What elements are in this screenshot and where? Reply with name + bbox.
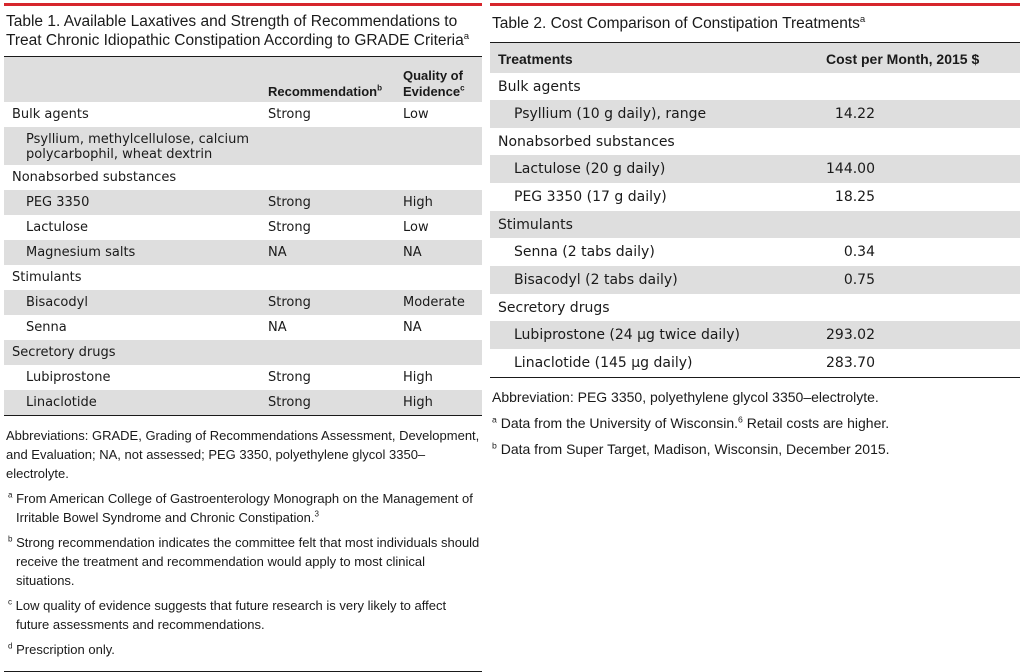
table-1-row-recommendation: Strong — [268, 370, 311, 385]
table-2-row-label: Nonabsorbed substances — [498, 134, 675, 150]
table-1-abbreviations: Abbreviations: GRADE, Grading of Recommendations Assessment, Development, and Evaluation; NA, not assessed; PEG 3350, polyethylene glycol 3350–electrolyte. — [6, 428, 480, 481]
table-1-row-label: Lactulose — [26, 220, 89, 235]
table-1-row-quality: Moderate — [403, 295, 465, 310]
table-1-footnote-ref: 3 — [314, 509, 319, 519]
table-2-row — [490, 128, 1020, 155]
table-2-footnote-mark: b — [492, 440, 497, 451]
table-2-row — [490, 349, 1020, 377]
table-2-row — [490, 73, 1020, 100]
table-1-row — [4, 265, 482, 290]
table-1-footnote-text: Low quality of evidence suggests that future research is very likely to affect future assessments and recommendations. — [15, 598, 447, 632]
table-2-title-sup: a — [859, 13, 866, 25]
table-1-row-label: Bulk agents — [12, 107, 89, 122]
table-2-row-label: Bisacodyl (2 tabs daily) — [514, 272, 678, 288]
table-2-footnote — [492, 436, 1018, 462]
table-1-row-label: Secretory drugs — [12, 345, 116, 360]
table-1-row — [4, 102, 482, 127]
table-1-row — [4, 290, 482, 315]
table-1-row-recommendation: Strong — [268, 107, 311, 122]
table-2-footnote-after: Retail costs are higher. — [742, 415, 890, 431]
table-1-row-quality: NA — [403, 245, 422, 260]
table-2-title-text: Table 2. Cost Comparison of Constipation Treatments — [492, 15, 860, 32]
table-1-row-label: PEG 3350 — [26, 195, 90, 210]
table-2-footnotes — [490, 378, 1020, 462]
table-2-row-cost: 0.34 — [843, 244, 875, 260]
table-2 — [490, 0, 1020, 462]
table-1-row-recommendation: Strong — [268, 195, 311, 210]
table-1-row-recommendation: Strong — [268, 395, 311, 410]
table-1-footnotes — [4, 416, 482, 659]
table-2-notes — [492, 410, 1018, 462]
table-2-row-cost: 293.02 — [826, 327, 875, 343]
table-2-row-label: Psyllium (10 g daily), range — [514, 106, 707, 122]
table-1-row-label: Senna — [26, 320, 67, 335]
table-2-row-label: Stimulants — [498, 217, 573, 233]
table-1-row — [4, 240, 482, 265]
table-2-grid — [490, 43, 1020, 377]
table-2-footnote-text: Data from Super Target, Madison, Wisconsin, December 2015. — [500, 441, 890, 457]
table-1-row-label-line2: polycarbophil, wheat dextrin — [26, 147, 213, 162]
table-1-row — [4, 165, 482, 190]
table-1-row-label: Bisacodyl — [26, 295, 88, 310]
table-1-title-text: Table 1. Available Laxatives and Strength of Recommendations to Treat Chronic Idiopathic Constipation According to GRADE Criteria — [6, 13, 464, 49]
table-1-footnote-mark: a — [8, 490, 13, 500]
table-2-footnote-mark: a — [492, 414, 497, 425]
table-2-header-row — [490, 43, 1020, 73]
table-1-row — [4, 127, 482, 165]
table-1-row — [4, 215, 482, 240]
table-2-row — [490, 321, 1020, 349]
table-1-row-quality: High — [403, 370, 433, 385]
table-2-row — [490, 238, 1020, 266]
table-2-row-cost: 18.25 — [834, 189, 875, 205]
table-1-header-quality-2: Evidence$^c$ — [403, 83, 465, 99]
table-2-footnote-ref: 6 — [738, 414, 743, 425]
table-1-row — [4, 390, 482, 415]
table-1-row — [4, 190, 482, 215]
table-1-footnote — [6, 489, 480, 527]
table-2-row — [490, 183, 1020, 211]
table-2-body — [490, 73, 1020, 377]
table-1-row-recommendation: Strong — [268, 220, 311, 235]
table-1-row-label: Linaclotide — [26, 395, 97, 410]
table-1-footnote — [6, 533, 480, 590]
table-1-row-quality: Low — [403, 107, 429, 122]
table-1-grid — [4, 57, 482, 415]
table-2-row-label: Lactulose (20 g daily) — [514, 161, 666, 177]
table-2-row-label: PEG 3350 (17 g daily) — [514, 189, 667, 205]
table-2-footnote — [492, 410, 1018, 436]
table-2-row — [490, 100, 1020, 128]
table-2-row-label: Bulk agents — [498, 79, 581, 95]
table-1-row-recommendation: NA — [268, 320, 287, 335]
table-1 — [4, 0, 482, 672]
table-1-row-label: Nonabsorbed substances — [12, 170, 177, 185]
table-2-row-cost: 0.75 — [843, 272, 875, 288]
table-1-row-label: Magnesium salts — [26, 245, 136, 260]
table-2-row-label: Secretory drugs — [498, 300, 610, 316]
table-2-row-label: Linaclotide (145 µg daily) — [514, 355, 693, 371]
table-1-footnote — [6, 596, 480, 634]
table-1-footnote-mark: d — [8, 641, 13, 651]
table-2-row — [490, 211, 1020, 238]
table-1-row-recommendation: Strong — [268, 295, 311, 310]
table-2-row — [490, 266, 1020, 294]
table-1-row-label: Stimulants — [12, 270, 82, 285]
table-1-row — [4, 315, 482, 340]
table-1-footnote-text: Prescription only. — [16, 642, 115, 657]
table-2-abbreviations: Abbreviation: PEG 3350, polyethylene glycol 3350–electrolyte. — [492, 389, 879, 405]
table-1-title-sup: a — [463, 30, 470, 42]
table-1-header-row — [4, 57, 482, 102]
table-2-row-cost: 283.70 — [826, 355, 875, 371]
table-1-row-quality: High — [403, 195, 433, 210]
table-2-title — [490, 6, 1020, 42]
table-1-row-label: Psyllium, methylcellulose, calcium — [26, 132, 249, 147]
table-1-header-recommendation: Recommendation$^b$ — [268, 83, 382, 99]
table-1-footnote-text: Strong recommendation indicates the committee felt that most individuals should receive the treatment and recommendation would apply to most clinical situations. — [16, 535, 480, 588]
table-1-title — [4, 6, 482, 56]
table-1-row-quality: High — [403, 395, 433, 410]
table-2-header-cost: Cost per Month, 2015 $ — [826, 51, 980, 67]
table-1-notes — [6, 489, 480, 659]
table-2-footnote-text: Data from the University of Wisconsin. — [500, 415, 739, 431]
table-1-row — [4, 340, 482, 365]
table-2-row — [490, 155, 1020, 183]
table-2-row-cost: 14.22 — [834, 106, 875, 122]
table-1-row — [4, 365, 482, 390]
table-1-footnote-mark: c — [8, 597, 13, 607]
table-1-row-quality: Low — [403, 220, 429, 235]
table-2-row-label: Lubiprostone (24 µg twice daily) — [514, 327, 740, 343]
table-1-row-recommendation: NA — [268, 245, 287, 260]
table-2-row-cost: 144.00 — [826, 161, 875, 177]
table-1-body — [4, 102, 482, 415]
table-1-row-label: Lubiprostone — [26, 370, 111, 385]
table-2-header-treatments: Treatments — [498, 51, 573, 67]
table-1-header-quality-1: Quality of — [403, 68, 463, 83]
table-2-row — [490, 294, 1020, 321]
table-1-footnote — [6, 640, 480, 659]
table-2-row-label: Senna (2 tabs daily) — [514, 244, 655, 260]
table-1-footnote-mark: b — [8, 534, 13, 544]
table-1-row-quality: NA — [403, 320, 422, 335]
table-1-footnote-text: From American College of Gastroenterology Monograph on the Management of Irritable Bowel Syndrome and Chronic Constipation. — [16, 491, 473, 525]
